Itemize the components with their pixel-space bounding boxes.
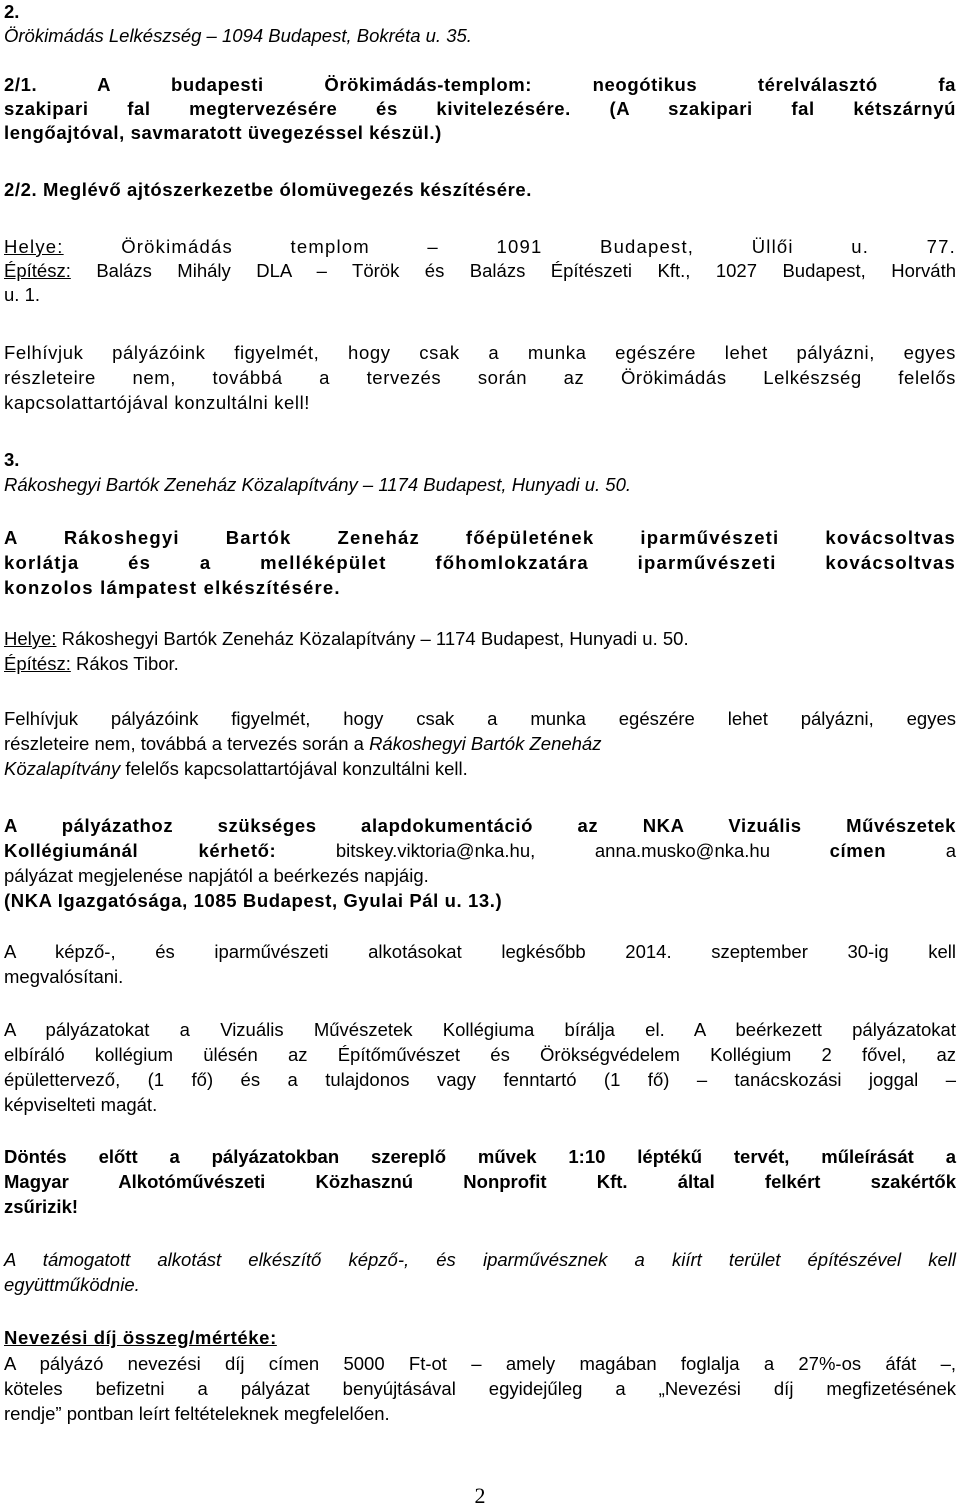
- docs-line-2: [4, 839, 956, 863]
- section-3-task-line-2: korlátja és a melléképület főhomlokzatára iparművészeti kovácsoltvas: [4, 552, 956, 573]
- note-text: felelős kapcsolattartójával konzultálni kell.: [120, 758, 468, 779]
- location-label: Helye:: [4, 236, 64, 257]
- section-2-item-2: 2/2. Meglévő ajtószerkezetbe ólomüvegezés készítésére.: [4, 179, 533, 200]
- section-3-location: [4, 627, 956, 651]
- decision-line-1: Döntés előtt a pályázatokban szereplő művek 1:10 léptékű tervét, műleírását a: [4, 1146, 956, 1167]
- architect-label: Építész:: [4, 653, 71, 674]
- cooperation-line-2: együttműködnie.: [4, 1274, 140, 1295]
- location-label: Helye:: [4, 628, 57, 649]
- section-3-task-line-1: A Rákoshegyi Bartók Zeneház főépületének iparművészeti kovácsoltvas: [4, 527, 956, 548]
- location-text: Örökimádás templom – 1091 Budapest, Üllői u. 77.: [121, 236, 956, 257]
- docs-a: a: [886, 840, 956, 861]
- section-2-note-line-2: részleteire nem, továbbá a tervezés során az Örökimádás Lelkészség felelős: [4, 367, 956, 388]
- section-3-note-line-2: [4, 732, 956, 756]
- jury-line-3: épülettervező, (1 fő) és a tulajdonos vagy fenntartó (1 fő) – tanácskozási joggal –: [4, 1069, 956, 1090]
- fee-line-3: rendje” pontban leírt feltételeknek megfelelően.: [4, 1403, 390, 1424]
- docs-emails: bitskey.viktoria@nka.hu, anna.musko@nka.hu: [276, 840, 830, 861]
- note-italic-text: Közalapítvány: [4, 758, 121, 779]
- section-3-architect: [4, 652, 956, 676]
- decision-line-2: Magyar Alkotóművészeti Közhasznú Nonprofit Kft. által felkért szakértők: [4, 1171, 956, 1192]
- section-2-number: 2.: [4, 1, 20, 22]
- decision-line-3: zsűrizik!: [4, 1196, 79, 1217]
- section-2-note-line-1: Felhívjuk pályázóink figyelmét, hogy csak a munka egészére lehet pályázni, egyes: [4, 342, 956, 363]
- location-text: Rákoshegyi Bartók Zeneház Közalapítvány – 1174 Budapest, Hunyadi u. 50.: [61, 628, 689, 649]
- section-2-note-line-3: kapcsolattartójával konzultálni kell!: [4, 392, 311, 413]
- section-3-note-line-3: [4, 757, 956, 781]
- section-2-heading: Örökimádás Lelkészség – 1094 Budapest, Bokréta u. 35.: [4, 25, 472, 46]
- cooperation-line-1: [4, 1248, 956, 1272]
- section-2-architect-cont: u. 1.: [4, 284, 40, 305]
- section-3-number: 3.: [4, 449, 20, 470]
- jury-line-4: képviselteti magát.: [4, 1094, 158, 1115]
- docs-line-4: (NKA Igazgatósága, 1085 Budapest, Gyulai Pál u. 13.): [4, 890, 503, 911]
- fee-line-1: A pályázó nevezési díj címen 5000 Ft-ot – amely magában foglalja a 27%-os áfát –,: [4, 1353, 956, 1374]
- docs-address-word: címen: [829, 840, 887, 861]
- section-2-architect: [4, 259, 956, 283]
- architect-label: Építész:: [4, 260, 71, 281]
- section-3-note-line-1: Felhívjuk pályázóink figyelmét, hogy csak a munka egészére lehet pályázni, egyes: [4, 708, 956, 729]
- note-italic-text: Rákoshegyi Bartók Zeneház: [369, 733, 602, 754]
- fee-line-2: köteles befizetni a pályázat benyújtásával egyidejűleg a „Nevezési díj megfizetésének: [4, 1378, 956, 1399]
- architect-text: Balázs Mihály DLA – Török és Balázs Építészeti Kft., 1027 Budapest, Horváth: [96, 260, 957, 281]
- section-2-item-1-line-3: lengőajtóval, savmaratott üvegezéssel készül.): [4, 122, 442, 143]
- cooperation-text: építészével kell: [780, 1249, 956, 1270]
- docs-label: Kollégiumánál kérhető:: [4, 840, 277, 861]
- docs-line-1: A pályázathoz szükséges alapdokumentáció az NKA Vizuális Művészetek: [4, 815, 956, 836]
- section-2-location: [4, 235, 956, 259]
- cooperation-italic-text: A támogatott alkotást elkészítő képző-, és iparművésznek a kiírt terület: [4, 1249, 781, 1270]
- architect-text: Rákos Tibor.: [75, 653, 179, 674]
- deadline-line-1: A képző-, és iparművészeti alkotásokat legkésőbb 2014. szeptember 30-ig kell: [4, 941, 956, 962]
- section-3-heading: Rákoshegyi Bartók Zeneház Közalapítvány – 1174 Budapest, Hunyadi u. 50.: [4, 474, 632, 495]
- jury-line-2: elbíráló kollégium ülésén az Építőművészet és Örökségvédelem Kollégium 2 fővel, az: [4, 1044, 956, 1065]
- docs-line-3: pályázat megjelenése napjától a beérkezés napjáig.: [4, 865, 429, 886]
- note-text: részleteire nem, továbbá a tervezés során a: [4, 733, 370, 754]
- page-number: 2: [474, 1483, 486, 1508]
- fee-heading: Nevezési díj összeg/mértéke:: [4, 1327, 277, 1348]
- jury-line-1: A pályázatokat a Vizuális Művészetek Kollégiuma bírálja el. A beérkezett pályázatokat: [4, 1019, 956, 1040]
- section-3-task-line-3: konzolos lámpatest elkészítésére.: [4, 577, 341, 598]
- deadline-line-2: megvalósítani.: [4, 966, 124, 987]
- section-2-item-1-line-1: 2/1. A budapesti Örökimádás-templom: neogótikus térelválasztó fa: [4, 74, 956, 95]
- section-2-item-1-line-2: szakipari fal megtervezésére és kivitelezésére. (A szakipari fal kétszárnyú: [4, 98, 956, 119]
